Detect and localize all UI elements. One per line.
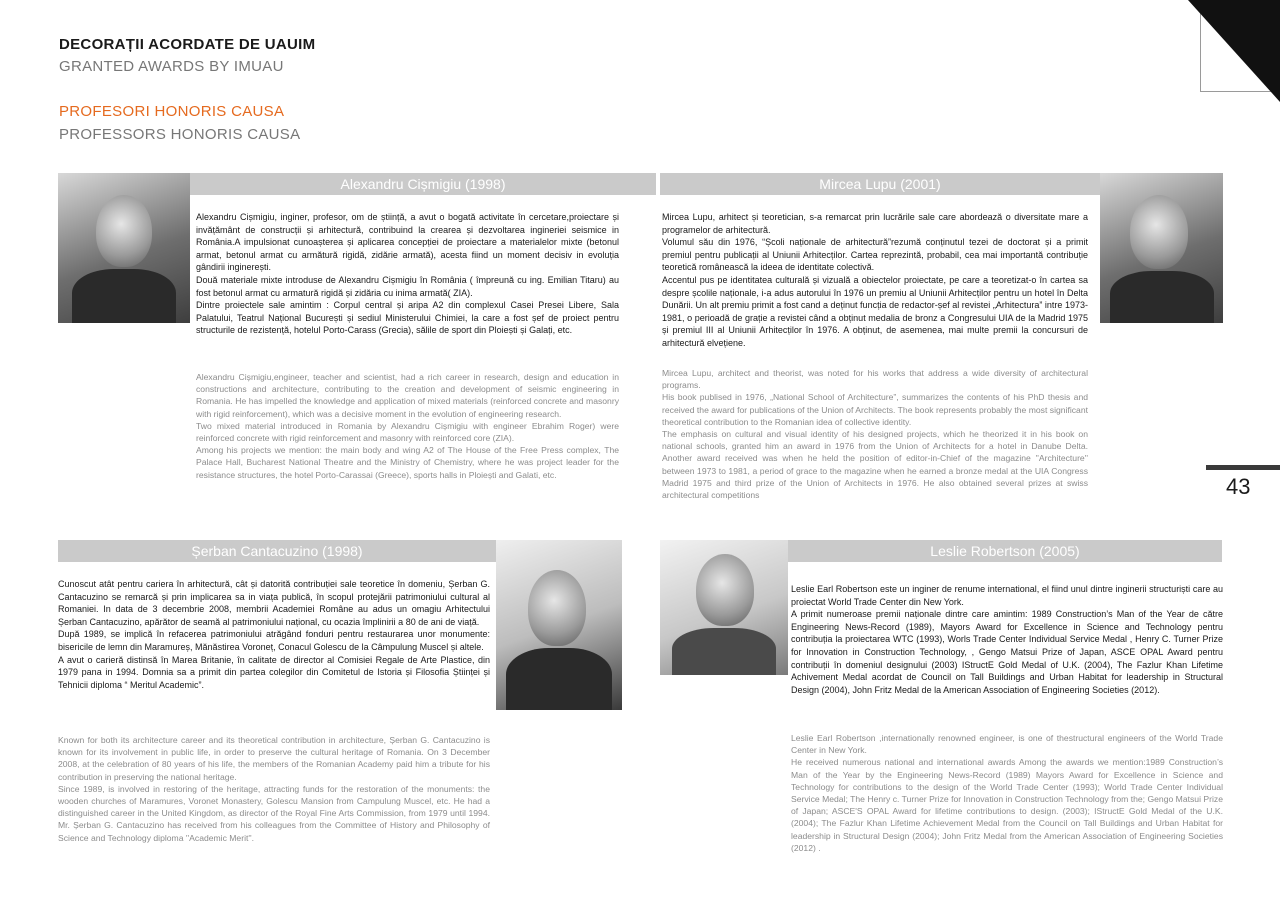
bio-en xyxy=(662,367,1088,501)
bio-ro-paragraph: Accentul pus pe identitatea culturală și vizuală a obiectelor proiectate, pe care a teoretizat-o în cartea sa despre școlile naționale, i-a adus autorului în 1976 un premiu al Uniunii Arhitecților pentru un hotel în Delta Dunării. Un alt premiu primit a fost cand a deținut funcția de redactor-șef al revistei „Arhitectura” intre 1973-1981, o perioadă de grație a revistei când a obținut medalia de bronz a Congresului UIA de la Madrid 1975 și premiul III al Uniunii Arhitecților în 1976. A obținut, de asemenea, mai multe premii la concursuri de arhitectură elvețiene. xyxy=(662,274,1088,348)
page-number-rule xyxy=(1206,465,1280,470)
page-title-ro: DECORAȚII ACORDATE DE UAUIM xyxy=(59,36,316,53)
profile-name-bar: Leslie Robertson (2005) xyxy=(788,540,1222,562)
bio-en-paragraph: Mircea Lupu, architect and theorist, was noted for his works that address a wide diversity of architectural programs. xyxy=(662,368,1088,391)
bio-ro xyxy=(196,211,619,337)
bio-ro-paragraph: A primit numeroase premii naționale dintre care amintim: 1989 Construction’s Man of the Year de către Engineering News-Record (1989), Mayors Award for Excellence in Science and Technology pentru contribuția la proiectarea WTC (1993), Worls Trade Center Individual Service Medal , Henry C. Turner Prize for Innovation in Construction Technology, , Gengo Matsui Prize of Japan, ASCE OPAL Award pentru contribuții în domeniul designului (2003) IStructE Gold Medal of U.K. (2004), The Fazlur Khan Lifetime Achivement Medal acordat de Council on Tall Buildings and Urban Habitat for leadership in Structural Design (2004), John Fritz Medal de la American Association of Engineering Societies (2012). xyxy=(791,609,1223,695)
portrait-photo xyxy=(660,540,788,675)
section-title-ro: PROFESORI HONORIS CAUSA xyxy=(59,103,285,120)
portrait-photo xyxy=(1100,173,1223,323)
bio-en xyxy=(58,734,490,844)
bio-ro-paragraph: Mircea Lupu, arhitect și teoretician, s-a remarcat prin lucrările sale care abordează o diversitate mare a programelor de arhitectură. xyxy=(662,212,1088,235)
section-title-en: PROFESSORS HONORIS CAUSA xyxy=(59,126,301,143)
bio-ro-paragraph: Dintre proiectele sale amintim : Corpul central și aripa A2 din complexul Casei Presei Libere, Sala Palatului, Teatrul Național București și sediul Ministerului Chimiei, la care a fost șef de proiect pentru structurile de rezistență, hotelul Porto-Carass (Grecia), sălile de sport din Ploiești și Galați, etc. xyxy=(196,300,619,336)
portrait-photo xyxy=(58,173,190,323)
bio-ro-paragraph: Cunoscut atât pentru cariera în arhitectură, cât și datorită contribuției sale teoretice în domeniu, Șerban G. Cantacuzino se remarcă și prin implicarea sa in viața publică, în scopul protejării patrimoniului cultural al Romaniei. In data de 3 decembrie 2008, membrii Academiei Române au adus un omagiu Arhitectului Șerban Cantacuzino, apărător de seamă al patrimoniului național, cu ocazia împlinirii a 80 de ani de viață. xyxy=(58,579,490,627)
bio-en-paragraph: Among his projects we mention: the main body and wing A2 of The House of the Free Press complex, The Palace Hall, Bucharest National Theatre and the Ministry of Chemistry, where he was project leader for the resistance structures, the hotel Porto-Carassai (Greece), sports halls in Ploiești and Galati, etc. xyxy=(196,445,619,480)
bio-en-paragraph: The emphasis on cultural and visual identity of his designed projects, which he theorized it in his book on national schools, granted him an award in 1976 from the Union of Architects for a hotel in Danube Delta. Another award received was when he held the position of editor-in-Chief of the magazine ''Architecture'' between 1973 to 1981, a period of grace to the magazine when he earned a bronze medal at the UIA Congress Madrid 1975 and third prize of the Union of Architects in 1976. He also obtained several prizes at swiss architectural competitions xyxy=(662,429,1088,501)
portrait-photo xyxy=(496,540,622,710)
bio-en-paragraph: He received numerous national and international awards Among the awards we mention:1989 Construction’s Man of the Year by the Engineering News-Record (1989) Mayors Award for Excellence in Science and Technology for contributions to the design of the World Trade Center (1993); World Trade Center Individual Service Medal; The Henry c. Turner Prize for Innovation in Construction Technology from the; Gengo Matsui Prize of Japan; ASCE'S OPAL Award for lifetime contributions to design. (2003); IStructE Gold Medal of the U.K. (2004); The Fazlur Khan Lifetime Achievement Medal from the Council on Tall Buildings and Urban Habitat for leadership in Structural Design (2004); John Fritz Medal from the American Association of Engineering Societies (2012) . xyxy=(791,757,1223,853)
bio-ro xyxy=(662,211,1088,350)
bio-en-paragraph: Known for both its architecture career and its theoretical contribution in architecture, Șerban G. Cantacuzino is known for its involvement in public life, in order to preserve the cultural heritage of Romania. On 3 December 2008, at the celebration of 80 years of his life, the members of the Romanian Academy paid him a tribute for his contribution in preserving the national heritage. xyxy=(58,735,490,782)
bio-en xyxy=(791,732,1223,854)
bio-ro-paragraph: După 1989, se implică în refacerea patrimoniului atrăgând fonduri pentru restaurarea unor monumente: bisericile de lemn din Maramureș, Mănăstirea Voroneț, Conacul Golescu de la Câmpulung Muscel și altele. xyxy=(58,629,490,652)
bio-en-paragraph: Two mixed material introduced in Romania by Alexandru Cișmigiu with engineer Ebrahim Roger) were reinforced concrete with rigid reinforcement and masonry with reinforced core (ZIA). xyxy=(196,420,619,444)
bio-ro-paragraph: Două materiale mixte introduse de Alexandru Cișmigiu în România ( împreună cu ing. Emilian Titaru) au fost betonul armat cu armatură rigidă și zidăria cu inima armată( ZIA). xyxy=(196,274,619,298)
profile-name-bar: Alexandru Cișmigiu (1998) xyxy=(190,173,656,195)
bio-ro-paragraph: Alexandru Cișmigiu, inginer, profesor, om de știință, a avut o bogată activitate în cercetare,proiectare și invățământ de construcții și arhitectură, contribuind la crearea și dezvoltarea ingineriei seismice in România.A impulsionat cunoașterea și aplicarea concepției de proiectare a materialelor mixte (betonul armat, betonul armat cu armătură rigidă, zidărie armată), acesta fiind un moment decisiv in evoluția gândirii inginerești. xyxy=(196,212,619,273)
bio-en-paragraph: Leslie Earl Robertson ,internationally renowned engineer, is one of thestructural engineers of the World Trade Center in New York. xyxy=(791,733,1223,756)
profile-name-bar: Șerban Cantacuzino (1998) xyxy=(58,540,496,562)
page-title-en: GRANTED AWARDS BY IMUAU xyxy=(59,58,284,75)
bio-en-paragraph: Alexandru Cișmigiu,engineer, teacher and scientist, had a rich career in research, design and education in constructions and architecture, contributing to the creation and development of seismic engineering in Romania. He has impelled the knowledge and application of mixed materials (reinforced concrete and masonry with rigid reinforcement), which was a decisive moment in the evolution of engineering research. xyxy=(196,372,619,419)
bio-ro-paragraph: Volumul său din 1976, “Școli naționale de arhitectură”rezumă conținutul tezei de doctorat și a primit premiul pentru publicații al Uniunii Arhitecților. Cartea reprezintă, probabil, cea mai importantă contribuție teoretică românească la ideea de identitate colectivă. xyxy=(662,237,1088,273)
bio-en xyxy=(196,371,619,481)
bio-ro-paragraph: A avut o carieră distinsă în Marea Britanie, în calitate de director al Comisiei Regale de Arte Plastice, din 1979 pana in 1994. Domnia sa a primit din partea colegilor din Comitetul de Istoria și Filosofia Științei și Tehnicii diploma “ Meritul Academic”. xyxy=(58,654,490,690)
bio-ro xyxy=(58,578,490,691)
bio-en-paragraph: His book publised in 1976, „National School of Architecture”, summarizes the contents of his PhD thesis and received the award for publications of the Union of Architects. The book represents probably the most significant theoretical contribution to the Romanian idea of collective identity. xyxy=(662,392,1088,427)
bio-en-paragraph: Since 1989, is involved in restoring of the heritage, attracting funds for the restoration of the monuments: the wooden churches of Maramures, Voronet Monastery, Golescu Mansion from Campulung Muscel, etc. He had a distinguished career in the United Kingdom, as director of the Royal Fine Arts Commission, from 1979 until 1994. Mr. Șerban G. Cantacuzino has received from his colleagues from the Committee of History and Philosophy of Science and Technology diploma ''Academic Merit''. xyxy=(58,783,490,843)
bio-ro xyxy=(791,583,1223,696)
profile-name-bar: Mircea Lupu (2001) xyxy=(660,173,1100,195)
corner-triangle xyxy=(1188,0,1280,102)
page-number: 43 xyxy=(1226,474,1251,499)
bio-ro-paragraph: Leslie Earl Robertson este un inginer de renume international, el fiind unul dintre inginerii structuriști care au proiectat World Trade Center din New York. xyxy=(791,584,1223,607)
